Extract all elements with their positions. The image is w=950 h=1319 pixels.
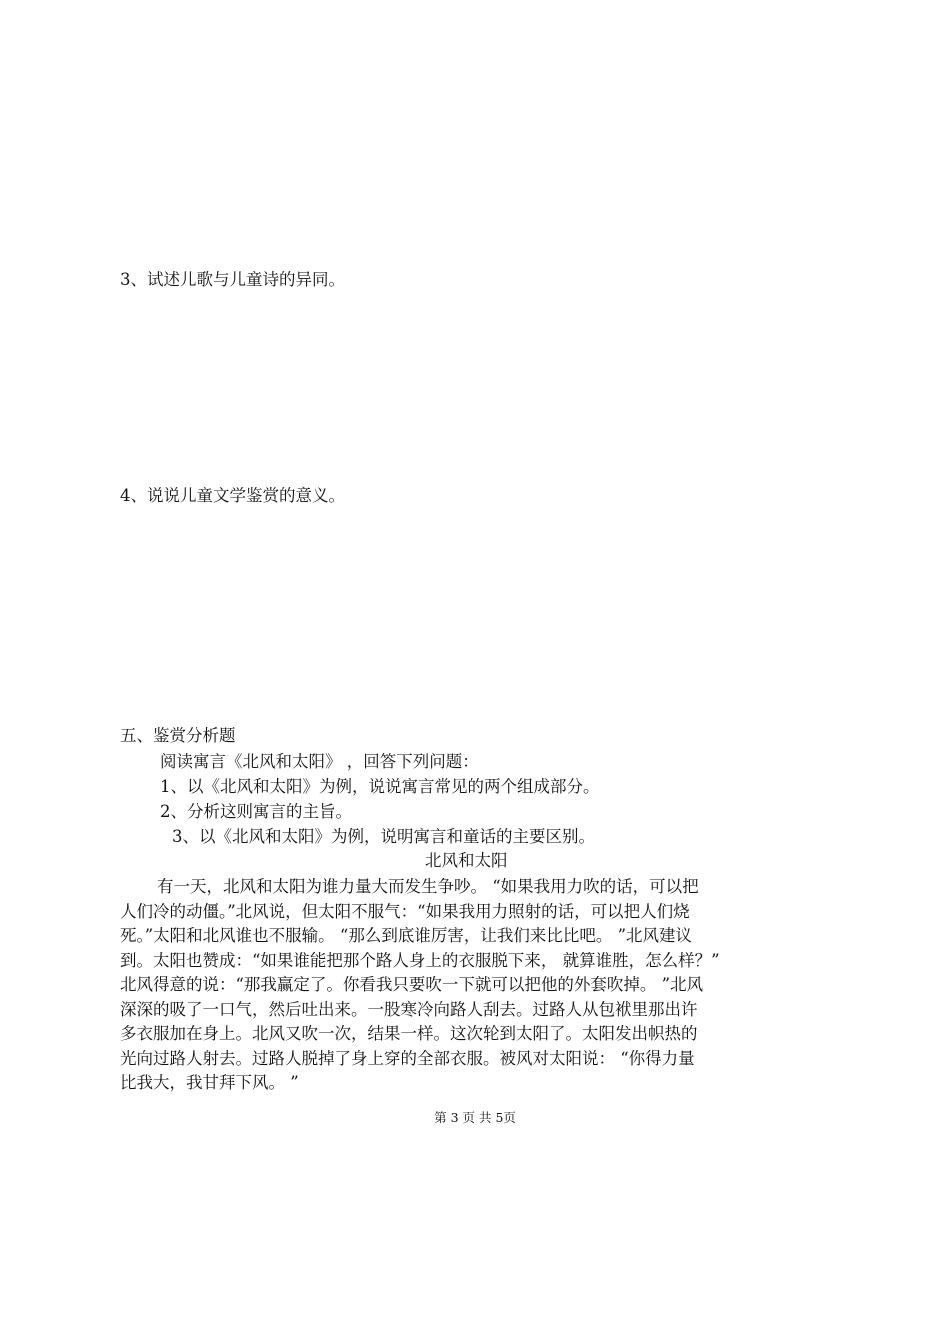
story-title: 北风和太阳 <box>425 851 508 870</box>
story-line: 深深的吸了一口气，然后吐出来。一股寒冷向路人刮去。过路人从包袱里那出许 <box>120 999 698 1019</box>
story-line: 多衣服加在身上。北风又吹一次，结果一样。这次轮到太阳了。太阳发出帜热的 <box>120 1024 698 1043</box>
section-5-intro: 阅读寓言《北风和太阳》 ，回答下列问题： <box>160 752 479 771</box>
story-line: 有一天，北风和太阳为谁力量大而发生争吵。 “如果我用力吹的话，可以把 <box>157 877 699 896</box>
story-line: 死。”太阳和北风谁也不服输。 “那么到底谁厉害，让我们来比比吧。 ”北风建议 <box>120 926 693 945</box>
section-5-item-3: 3、以《北风和太阳》为例，说明寓言和童话的主要区别。 <box>172 827 595 846</box>
section-5-item-2: 2、分析这则寓言的主旨。 <box>160 802 352 821</box>
story-line: 比我大，我甘拜下风。 ” <box>120 1073 299 1092</box>
question-3: 3、试述儿歌与儿童诗的异同。 <box>120 270 345 289</box>
story-line: 北风得意的说：“那我赢定了。你看我只要吹一下就可以把他的外套吹掉。 ”北风 <box>120 975 704 994</box>
question-4: 4、说说儿童文学鉴赏的意义。 <box>120 486 345 505</box>
section-5-item-1: 1、以《北风和太阳》为例，说说寓言常见的两个组成部分。 <box>160 777 600 796</box>
story-line: 到。太阳也赞成：“如果谁能把那个路人身上的衣服脱下来， 就算谁胜，怎么样？” <box>120 950 720 970</box>
story-line: 人们冷的动僵。”北风说，但太阳不服气：“如果我用力照射的话，可以把人们烧 <box>120 901 690 921</box>
story-body <box>120 875 840 1096</box>
story-line: 光向过路人射去。过路人脱掉了身上穿的全部衣服。被风对太阳说： “你得力量 <box>120 1048 695 1068</box>
page-footer: 第 3 页 共 5页 <box>434 1110 516 1125</box>
section-5-heading: 五、鉴赏分析题 <box>120 726 236 745</box>
